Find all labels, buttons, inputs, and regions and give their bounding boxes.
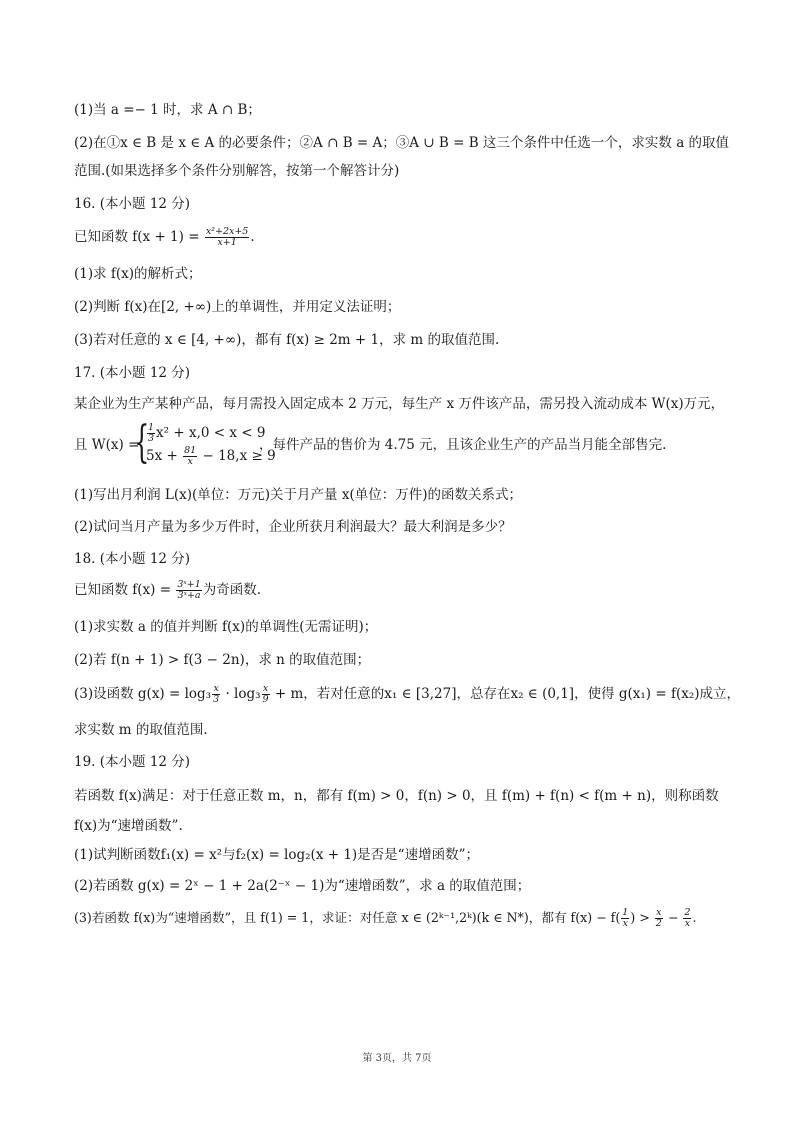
page-footer: 第 3页，共 7页 [362,1053,432,1064]
q19-part3-frac3-num: 2 [684,907,691,918]
q18-part3-pre: (3)设函数 g(x) = log₃ [74,686,212,702]
q16-part3: (3)若对任意的 x ∈ [4, +∞)，都有 f(x) ≥ 2m + 1，求 m 的取值范围. [74,332,500,348]
q19-part3-frac1 [621,908,629,929]
q17-case1-den: 3 [148,433,155,444]
q18-heading: 18. (本小题 12 分) [74,551,191,567]
q18-part3 [74,684,740,705]
q17-intro: 某企业为生产某种产品，每月需投入固定成本 2 万元，每生产 x 万件该产品，需另投入流动成本 W(x)万元， [74,396,725,412]
q18-part3-post: + m，若对任意的x₁ ∈ [3,27]，总存在x₂ ∈ (0,1]，使得 g(x₁) = f(x₂)成立， [270,686,741,702]
q16-fraction [205,227,250,248]
q16-part2: (2)判断 f(x)在[2, +∞)上的单调性，并用定义法证明； [74,299,401,315]
q19-part3 [74,908,696,929]
q19-part1: (1)试判断函数f₁(x) = x²与f₂(x) = log₂(x + 1)是否是“速增函数”； [74,847,479,863]
q16-definition [74,227,255,248]
q16-frac-num: x²+2x+5 [205,226,249,237]
q17-part2: (2)试问当月产量为多少万件时，企业所获月利润最大？最大利润是多少？ [74,519,512,535]
q17-case2-pre: 5x + [146,448,183,464]
q19-part3-frac3 [683,908,691,929]
q16-def-suffix: . [250,229,255,245]
q19-part3-frac1-num: 1 [622,907,629,918]
q18-frac-num: 3ˣ+1 [177,579,201,590]
q18-part3-frac2 [262,684,270,705]
q18-part3-line2: 求实数 m 的取值范围. [74,722,208,738]
q19-part3-pre: (3)若函数 f(x)为“速增函数”，且 f(1) = 1，求证：对任意 x ∈ (2ᵏ⁻¹,2ᵏ)(k ∈ N*)，都有 f(x) − f( [74,910,621,925]
q19-part3-mid: ) > [630,910,654,925]
q17-case1-num: 1 [148,422,155,433]
q18-definition [74,580,261,601]
q15-part2-line2: 范围.(如果选择多个条件分别解答，按第一个解答计分) [74,163,400,179]
q18-part3-frac1 [212,684,220,705]
q17-case1-rest: x² + x,0 < x < 9 [156,425,266,441]
q18-part3-frac1-num: x [213,683,219,694]
q17-case1 [146,423,265,444]
q19-intro: 若函数 f(x)满足：对于任意正数 m，n，都有 f(m) > 0，f(n) > 0，且 f(m) + f(n) < f(m + n)，则称函数 [74,788,719,804]
q17-case2-num: 81 [184,445,197,456]
q17-case2-frac [183,446,197,467]
q17-case2-den: x [187,456,193,467]
q17-w-suffix: ，每件产品的售价为 4.75 元，且该企业生产的产品当月能全部售完. [259,437,667,453]
q17-case1-frac [147,423,155,444]
q19-part2: (2)若函数 g(x) = 2ˣ − 1 + 2a(2⁻ˣ − 1)为“速增函数”，求 a 的取值范围； [74,878,531,894]
q16-part1: (1)求 f(x)的解析式； [74,266,202,282]
q18-fraction [176,580,201,601]
q17-part1: (1)写出月利润 L(x)(单位：万元)关于月产量 x(单位：万件)的函数关系式； [74,487,522,503]
q19-part3-frac2 [655,908,663,929]
q18-part3-frac2-num: x [262,683,269,694]
q19-part3-minus: − [663,910,683,925]
q19-part3-end: . [692,910,697,925]
q15-part2-line1: (2)在①x ∈ B 是 x ∈ A 的必要条件；②A ∩ B = A；③A ∪ B = B 这三个条件中任选一个，求实数 a 的取值 [74,135,730,151]
q18-def-suffix: 为奇函数. [202,582,262,598]
q16-frac-den: x+1 [217,237,237,248]
q19-part3-frac2-num: x [656,907,662,918]
q18-def-prefix: 已知函数 f(x) = [74,582,176,598]
q18-part3-mid: · log₃ [221,686,261,702]
q18-part3-frac1-den: 3 [213,694,220,705]
q19-intro-line2: f(x)为“速增函数”. [74,818,183,834]
q16-def-prefix: 已知函数 f(x + 1) = [74,229,204,245]
q18-frac-den: 3ˣ+a [177,590,201,601]
q17-w-prefix: 且 W(x) = [74,437,140,453]
q18-part1: (1)求实数 a 的值并判断 f(x)的单调性(无需证明)； [74,619,378,635]
q17-heading: 17. (本小题 12 分) [74,365,191,381]
q16-heading: 16. (本小题 12 分) [74,196,191,212]
q19-part3-frac3-den: x [684,918,691,929]
q19-part3-frac1-den: x [622,918,628,929]
q17-case2-rest: − 18,x ≥ 9 [198,448,276,464]
q17-case2 [146,446,276,467]
q18-part2: (2)若 f(n + 1) > f(3 − 2n)，求 n 的取值范围； [74,652,371,668]
q17-brace: { [134,417,150,468]
q19-part3-frac2-den: 2 [655,918,662,929]
q19-heading: 19. (本小题 12 分) [74,754,191,770]
q18-part3-frac2-den: 9 [262,694,269,705]
q15-part1: (1)当 a =− 1 时，求 A ∩ B； [74,102,261,118]
q17-piecewise [74,417,724,468]
